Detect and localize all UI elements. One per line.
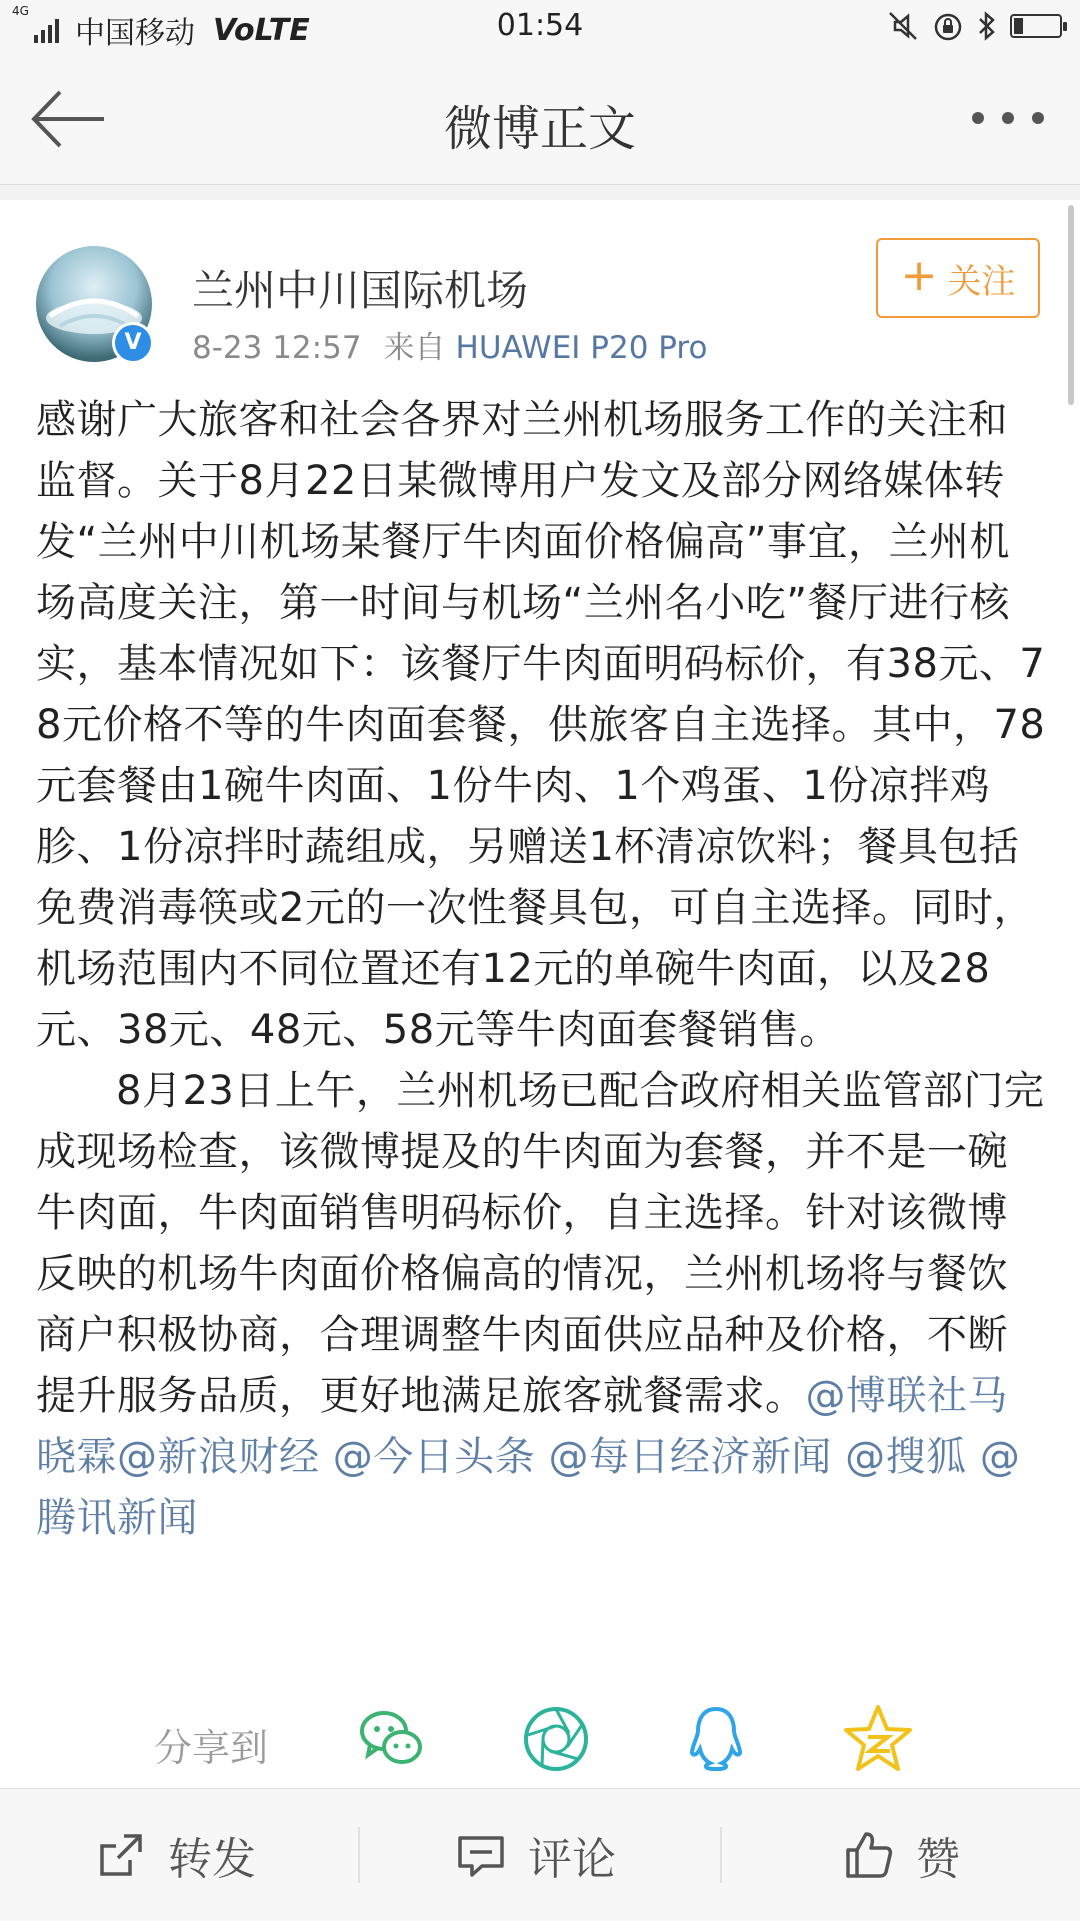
post-meta [192,322,707,367]
scrollbar[interactable] [1068,205,1074,405]
comment-icon [456,1830,506,1880]
bottom-action-bar [0,1788,1080,1921]
post-card [0,200,1080,1790]
qzone-icon[interactable] [842,1703,914,1775]
dot [1002,112,1014,124]
comment-label: 评论 [528,1834,616,1885]
mention-link[interactable]: @今日头条 [332,1434,536,1480]
battery-level [1014,18,1023,34]
share-label: 分享到 [154,1726,269,1770]
follow-button[interactable] [876,238,1040,318]
source-prefix: 来自 [383,330,446,366]
post-paragraph-2-text: 8月23日上午，兰州机场已配合政府相关监管部门完成现场检查，该微博提及的牛肉面为套餐，并不是一碗牛肉面，牛肉面销售明码标价，自主选择。针对该微博反映的机场牛肉面价格偏高的情况，兰州机场将与餐饮商户积极协商，合理调整牛肉面供应品种及价格，不断提升服务品质，更好地满足旅客就餐需求。 [36,1068,1045,1419]
carrier-name: 中国移动 [75,16,195,51]
avatar[interactable] [36,246,152,362]
alarm-icon [932,10,964,42]
mention-link[interactable]: @每日经济新闻 [548,1434,832,1480]
bluetooth-icon [976,11,998,41]
follow-label: 关注 [947,261,1016,302]
thumbs-up-icon [844,1830,894,1880]
like-label: 赞 [916,1834,960,1885]
mention-link[interactable]: @新浪财经 [117,1434,320,1480]
network-type: 4G [12,4,29,18]
qq-icon[interactable] [680,1703,752,1775]
mention-link[interactable]: @腾讯新闻 [36,1434,1021,1541]
author-name[interactable]: 兰州中川国际机场 [192,266,529,315]
volte-label: VoLTE [213,12,310,48]
mention-link[interactable]: @博联社马晓霖 [36,1373,1008,1480]
clock: 01:54 [496,8,584,43]
divider [720,1827,722,1883]
plus-icon: + [900,250,938,301]
mute-icon [886,11,920,41]
post-paragraph-2 [36,1061,1046,1549]
like-button[interactable] [844,1789,960,1921]
repost-button[interactable] [96,1789,256,1921]
repost-label: 转发 [168,1834,256,1885]
post-timestamp: 8-23 12:57 [192,330,362,366]
share-row [0,1695,1080,1785]
status-right [886,10,1062,42]
divider [358,1827,360,1883]
post-content [36,390,1046,1549]
status-bar [0,0,1080,56]
page-title: 微博正文 [443,101,636,157]
post-source[interactable]: HUAWEI P20 Pro [455,330,708,366]
dot [972,112,984,124]
battery-icon [1010,14,1062,38]
repost-icon [96,1830,146,1880]
comment-button[interactable] [456,1789,616,1921]
moments-icon[interactable] [520,1703,592,1775]
dot [1032,112,1044,124]
title-bar [0,56,1080,185]
wechat-icon[interactable] [356,1703,428,1775]
mention-link[interactable]: @搜狐 [845,1434,967,1480]
more-dots-icon[interactable] [972,112,1044,124]
verified-badge-icon: V [112,322,154,364]
post-paragraph-1: 感谢广大旅客和社会各界对兰州机场服务工作的关注和监督。关于8月22日某微博用户发文及部分网络媒体转发“兰州中川机场某餐厅牛肉面价格偏高”事宜，兰州机场高度关注，第一时间与机场“兰州名小吃”餐厅进行核实，基本情况如下：该餐厅牛肉面明码标价，有38元、78元价格不等的牛肉面套餐，供旅客自主选择。其中，78元套餐由1碗牛肉面、1份牛肉、1个鸡蛋、1份凉拌鸡胗、1份凉拌时蔬组成，另赠送1杯清凉饮料；餐具包括免费消毒筷或2元的一次性餐具包，可自主选择。同时，机场范围内不同位置还有12元的单碗牛肉面，以及28元、38元、48元、58元等牛肉面套餐销售。 [36,397,1046,1053]
